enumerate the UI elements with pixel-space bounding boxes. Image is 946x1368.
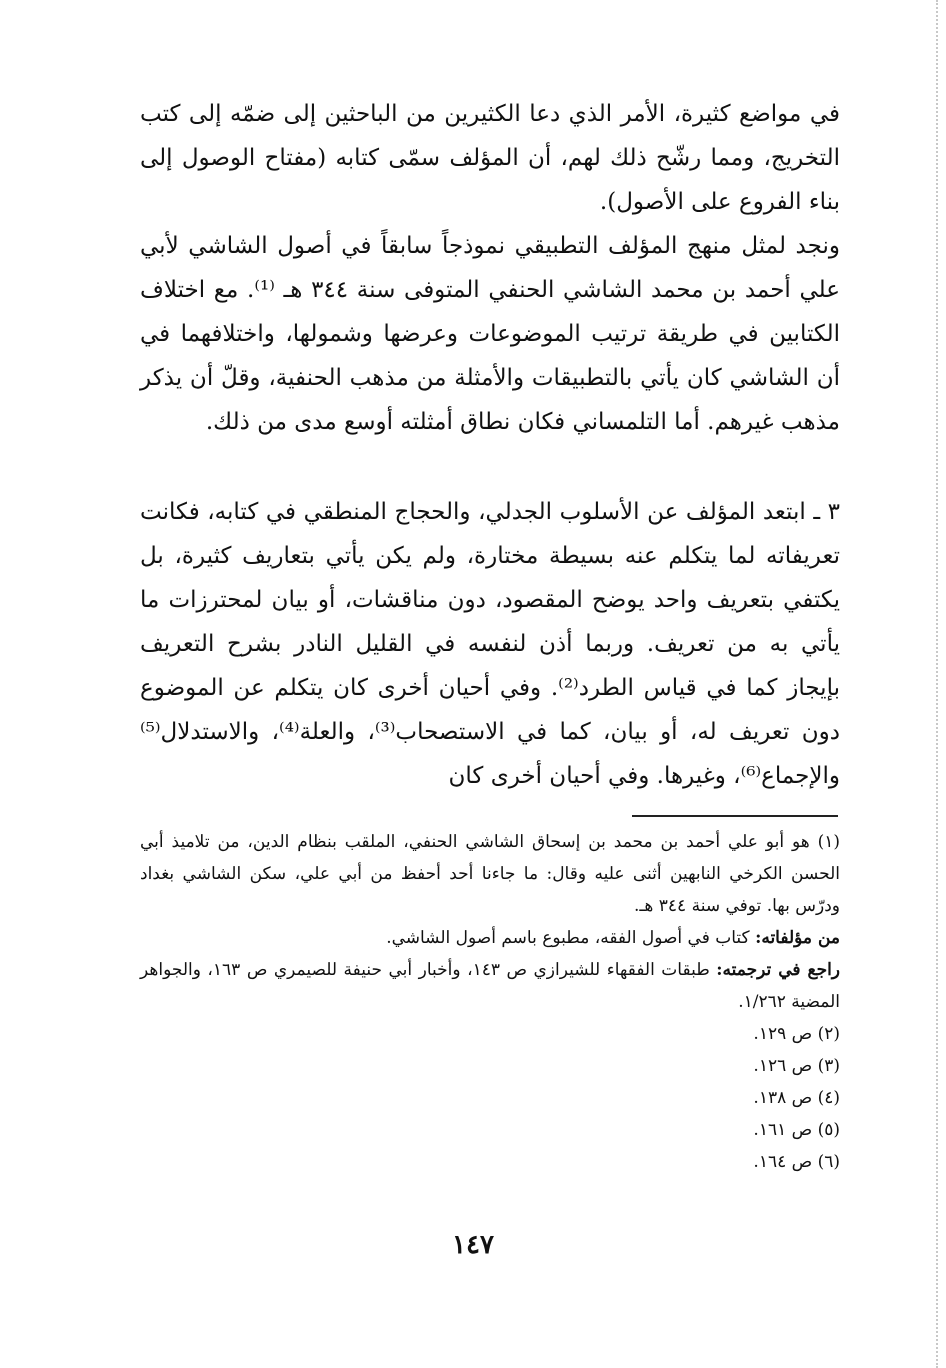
footnote-1-works (140, 922, 840, 954)
footnote-1-references-label: راجع في ترجمته: (716, 960, 841, 980)
paragraph-3-number: ٣ ـ (813, 499, 840, 525)
paragraph-3 (140, 490, 840, 798)
footnote-1-references-text: طبقات الفقهاء للشيرازي ص ١٤٣، وأخبار أبي حنيفة للصيمري ص ١٦٣، والجواهر المضية ١/٢٦٢. (140, 960, 840, 1012)
footnote-2: (٢) ص ١٢٩. (753, 1024, 840, 1044)
footnote-1-works-text: كتاب في أصول الفقه، مطبوع باسم أصول الشاشي. (386, 928, 750, 948)
footnotes (140, 826, 840, 1178)
page-number: ١٤٧ (452, 1230, 494, 1260)
footnote-3: (٣) ص ١٢٦. (753, 1056, 840, 1076)
paragraph-2: ونجد لمثل منهج المؤلف التطبيقي نموذجاً سابقاً في أصول الشاشي لأبي علي أحمد بن محمد الشاشي الحنفي المتوفى سنة ٣٤٤ هـ ⁽¹⁾. مع اختلاف الكتابين في طريقة ترتيب الموضوعات وعرضها وشمولها، واختلافهما في أن الشاشي كان يأتي بالتطبيقات والأمثلة من مذهب الحنفية، وقلّ أن يذكر مذهب غيرهم. أما التلمساني فكان نطاق أمثلته أوسع مدى من ذلك. (140, 233, 840, 435)
footnote-1: (١) هو أبو علي أحمد بن محمد بن إسحاق الشاشي الحنفي، الملقب بنظام الدين، من تلاميذ أبي الحسن الكرخي النابهين أثنى عليه وقال: ما جاءنا أحد أحفظ من أبي علي، سكن الشاشي بغداد ودرّس بها. توفي سنة ٣٤٤ هـ. (140, 832, 840, 916)
footnote-1-references (140, 954, 840, 1018)
footnote-5: (٥) ص ١٦١. (753, 1120, 840, 1140)
footnote-separator (632, 815, 838, 817)
footnote-6: (٦) ص ١٦٤. (753, 1152, 840, 1172)
footnote-1-works-label: من مؤلفاته: (755, 928, 840, 948)
paragraph-1: في مواضع كثيرة، الأمر الذي دعا الكثيرين من الباحثين إلى ضمّه إلى كتب التخريج، ومما رشّح ذلك لهم، أن المؤلف سمّى كتابه (مفتاح الوصول إلى بناء الفروع على الأصول). (140, 101, 840, 215)
footnote-4: (٤) ص ١٣٨. (753, 1088, 840, 1108)
paragraph-3-text: ابتعد المؤلف عن الأسلوب الجدلي، والحجاج المنطقي في كتابه، فكانت تعريفاته لما يتكلم عنه بسيطة مختارة، ولم يكن يأتي بتعاريف كثيرة، بل يكتفي بتعريف واحد يوضح المقصود، دون مناقشات، أو بيان لمحترزات ما يأتي به من تعريف. وربما أذن لنفسه في القليل النادر بشرح التعريف بإيجاز كما في قياس الطرد⁽²⁾. وفي أحيان أخرى كان يتكلم عن الموضوع دون تعريف له، أو بيان، كما في الاستصحاب⁽³⁾، والعلة⁽⁴⁾، والاستدلال⁽⁵⁾ والإجماع⁽⁶⁾، وغيرها. وفي أحيان أخرى كان (140, 499, 841, 789)
page-edge-dotted-line (936, 0, 938, 1368)
